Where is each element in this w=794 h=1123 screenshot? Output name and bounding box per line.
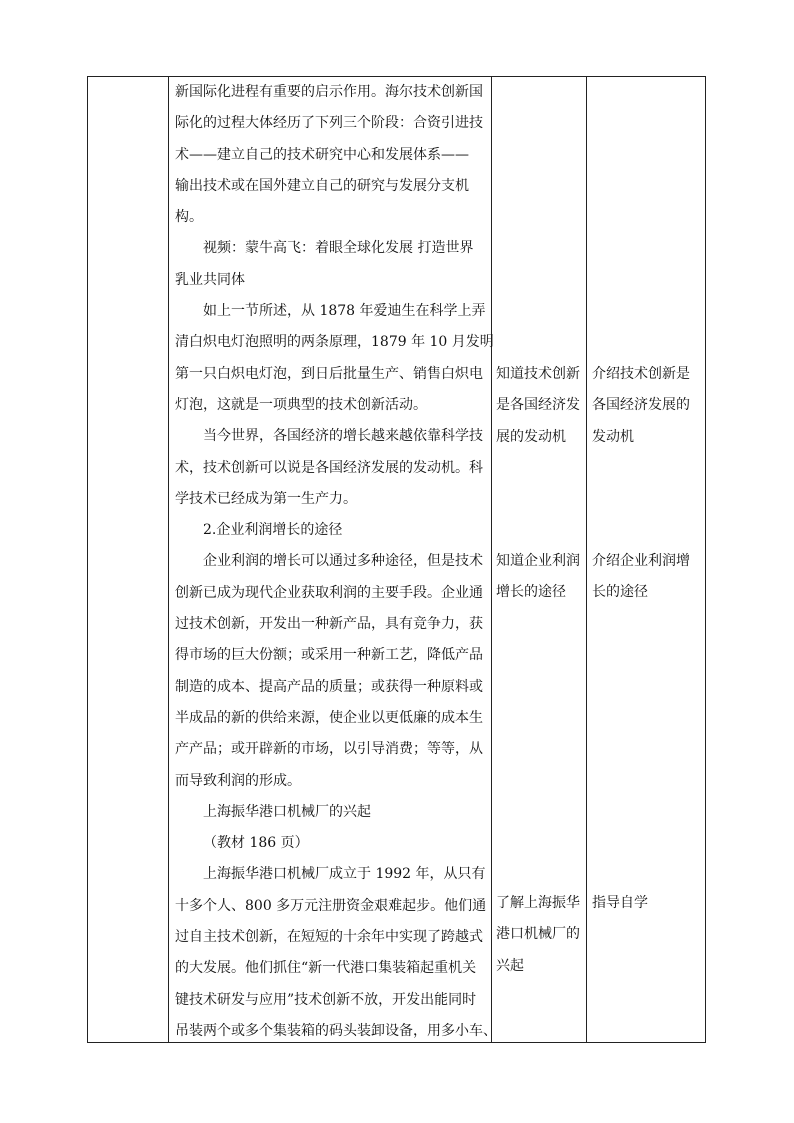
body-line: 的大发展。他们抓住“新一代港口集装箱起重机关 [175, 960, 477, 977]
activity-text: 介绍技术创新是 [592, 366, 690, 382]
body-line: 构。 [175, 209, 203, 226]
body-line: 创新已成为现代企业获取利润的主要手段。企业通 [175, 584, 483, 601]
objective-text: 增长的途径 [496, 584, 566, 601]
activity-text: 长的途径 [592, 584, 648, 601]
body-line: 灯泡，这就是一项典型的技术创新活动。 [175, 396, 427, 413]
body-line: 新国际化进程有重要的启示作用。海尔技术创新国 [175, 84, 483, 100]
body-line: 如上一节所述，从 1878 年爱迪生在科学上弄 [203, 303, 486, 320]
body-line: 得市场的巨大份额；或采用一种新工艺，降低产品 [175, 647, 483, 664]
body-line: 过自主技术创新，在短短的十余年中实现了跨越式 [175, 929, 483, 946]
activity-text: 发动机 [592, 428, 634, 445]
objective-cell [492, 359, 582, 453]
body-line: 当今世界，各国经济的增长越来越依靠科学技 [203, 428, 483, 445]
activity-cell [587, 546, 707, 609]
body-line: 上海振华港口机械厂成立于 1992 年，从只有 [203, 866, 486, 883]
body-line: 输出技术或在国外建立自己的研究与发展分支机 [175, 177, 469, 194]
lesson-table [87, 76, 706, 1043]
body-line: 学技术已经成为第一生产力。 [175, 490, 357, 507]
body-line: （教材 186 页） [203, 835, 309, 852]
body-line: 2.企业利润增长的途径 [203, 522, 343, 539]
body-line: 上海振华港口机械厂的兴起 [203, 803, 371, 820]
body-line: 十多个人、800 多万元注册资金艰难起步。他们通 [175, 897, 487, 914]
body-line: 过技术创新，开发出一种新产品，具有竞争力，获 [175, 616, 483, 633]
activity-text: 指导自学 [592, 895, 648, 911]
objective-cell [492, 888, 582, 982]
objective-text: 是各国经济发 [496, 397, 580, 414]
objective-text: 展的发动机 [496, 428, 566, 445]
body-line: 清白炽电灯泡照明的两条原理，1879 年 10 月发明 [175, 334, 494, 351]
activity-cell [587, 359, 707, 453]
body-line: 术——建立自己的技术研究中心和发展体系—— [175, 146, 469, 163]
body-line: 际化的过程大体经历了下列三个阶段：合资引进技 [175, 115, 483, 132]
objective-text: 港口机械厂的 [496, 926, 580, 943]
objective-text: 知道技术创新 [496, 366, 580, 382]
body-line: 视频：蒙牛高飞：着眼全球化发展 打造世界 [203, 240, 474, 257]
body-line: 键技术研发与应用”技术创新不放，开发出能同时 [175, 991, 477, 1008]
activity-text: 介绍企业利润增 [592, 553, 690, 569]
body-line: 制造的成本、提高产品的质量；或获得一种原料或 [175, 678, 483, 695]
body-line: 乳业共同体 [175, 271, 245, 288]
body-line: 第一只白炽电灯泡，到日后批量生产、销售白炽电 [175, 365, 483, 382]
activity-text: 各国经济发展的 [592, 397, 690, 414]
body-line: 企业利润的增长可以通过多种途径，但是技术 [203, 553, 483, 570]
body-line: 术，技术创新可以说是各国经济发展的发动机。科 [175, 459, 483, 476]
objective-text: 了解上海振华 [496, 895, 580, 911]
body-line: 半成品的新的供给来源，使企业以更低廉的成本生 [175, 709, 483, 726]
activity-cell [587, 888, 707, 919]
body-line: 而导致利润的形成。 [175, 772, 301, 789]
objective-text: 知道企业利润 [496, 553, 580, 569]
body-line: 产产品；或开辟新的市场，以引导消费；等等，从 [175, 741, 483, 758]
body-line: 吊装两个或多个集装箱的码头装卸设备，用多小车、 [175, 1022, 497, 1039]
objective-cell [492, 546, 582, 609]
objective-text: 兴起 [496, 957, 524, 974]
